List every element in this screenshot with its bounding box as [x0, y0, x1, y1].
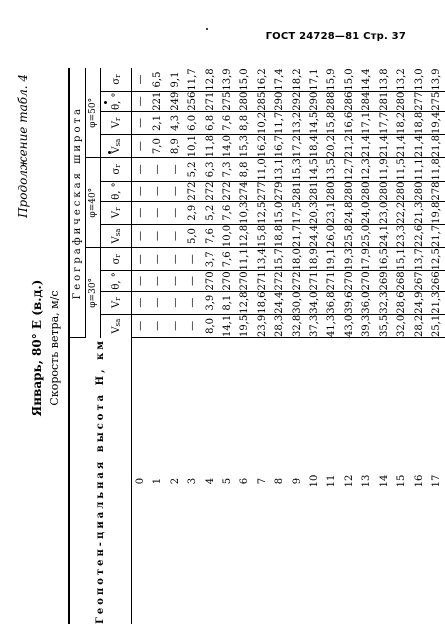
value-cell: 15,3 [236, 135, 253, 158]
value-cell: — [149, 314, 166, 337]
value-cell: 271 [202, 91, 219, 111]
value-cell: 21,4 [393, 135, 410, 158]
value-cell: — [132, 201, 150, 224]
value-cell: 32,8 [289, 314, 306, 337]
value-cell: — [184, 291, 201, 314]
value-cell: 21,4 [376, 135, 393, 158]
value-cell: 15,3 [289, 158, 306, 181]
column-header [101, 291, 132, 314]
value-cell: 5,2 [184, 158, 201, 181]
value-cell: 15,8 [254, 224, 271, 247]
value-cell: — [167, 314, 184, 337]
value-cell: 279 [271, 181, 288, 201]
value-cell: 18,2 [393, 111, 410, 134]
column-header [101, 68, 132, 91]
value-cell: 18,2 [289, 68, 306, 91]
value-cell: — [184, 271, 201, 291]
height-cell: 15 [396, 474, 408, 488]
value-cell: 21,3 [411, 201, 428, 224]
column-header [101, 248, 132, 271]
value-cell: 21,7 [428, 224, 445, 247]
value-cell: 17,1 [306, 68, 323, 91]
value-cell: 271 [323, 271, 340, 291]
value-cell: 15,0 [236, 68, 253, 91]
value-cell: 7,6 [219, 248, 236, 271]
value-cell: 10,2 [254, 111, 271, 134]
value-cell: 28,2 [411, 314, 428, 337]
value-cell: 25,1 [428, 314, 445, 337]
value-cell: — [132, 68, 150, 91]
height-column-header: Геопотен-циальная высота H, км [69, 338, 132, 624]
value-cell: 268 [393, 271, 410, 291]
value-cell: 3,7 [202, 248, 219, 271]
value-cell: — [149, 291, 166, 314]
value-cell: 13,0 [411, 68, 428, 91]
value-cell: — [132, 271, 150, 291]
value-cell: 290 [271, 91, 288, 111]
value-cell: 278 [428, 181, 445, 201]
value-cell: 284 [358, 91, 375, 111]
value-cell: — [132, 91, 150, 111]
value-cell: 32,3 [376, 291, 393, 314]
value-cell: 18,8 [271, 224, 288, 247]
value-cell: 290 [306, 91, 323, 111]
height-cell: 10 [309, 474, 321, 488]
value-cell: 277 [411, 91, 428, 111]
value-cell: 11,8 [428, 158, 445, 181]
value-cell: 8,0 [202, 314, 219, 337]
column-header-symbol: σ [110, 257, 122, 265]
value-cell: 13,8 [376, 68, 393, 91]
value-cell: 12,8 [236, 291, 253, 314]
column-header-symbol: V [110, 300, 122, 308]
value-cell: 28,6 [393, 291, 410, 314]
value-cell: 18,4 [306, 135, 323, 158]
value-cell: 275 [428, 91, 445, 111]
column-header [101, 135, 132, 158]
value-cell: — [132, 158, 150, 181]
value-cell: 14,5 [306, 111, 323, 134]
value-cell: — [149, 224, 166, 247]
value-cell: 13,2 [393, 68, 410, 91]
height-cell: 12 [343, 474, 355, 488]
value-cell: 271 [306, 271, 323, 291]
value-cell: — [149, 201, 166, 224]
value-cell: — [167, 201, 184, 224]
value-cell: 13,1 [271, 158, 288, 181]
table-title: Январь, 80° Е (в.д.) [30, 279, 44, 417]
value-cell: 21,7 [289, 224, 306, 247]
table-row [254, 68, 271, 624]
value-cell: 272 [289, 271, 306, 291]
value-cell: 286 [341, 91, 358, 111]
value-cell: — [167, 181, 184, 201]
value-cell: 2,9 [184, 201, 201, 224]
value-cell: 270 [236, 271, 253, 291]
column-header-symbol: V [110, 236, 122, 244]
column-header-symbol: V [110, 146, 122, 154]
value-cell: 15,7 [271, 248, 288, 271]
value-cell: 8,9 [167, 135, 184, 158]
height-cell: 4 [204, 477, 216, 485]
value-cell: 7,3 [219, 158, 236, 181]
value-cell: 275 [219, 91, 236, 111]
column-header-symbol: V [110, 210, 122, 219]
table-body [132, 68, 445, 624]
value-cell: 280 [236, 91, 253, 111]
value-cell: 21,8 [428, 135, 445, 158]
column-header [101, 91, 132, 111]
column-header-subscript: sa [113, 228, 122, 237]
value-cell: 280 [358, 181, 375, 201]
column-header-subscript: r [113, 117, 122, 121]
value-cell: 270 [358, 271, 375, 291]
wind-speed-table [68, 68, 445, 624]
value-cell: — [132, 248, 150, 271]
value-cell: 32,0 [393, 314, 410, 337]
value-cell: 272 [184, 181, 201, 201]
column-header-subscript: sa [113, 318, 122, 327]
table-row [219, 68, 236, 624]
value-cell: — [167, 271, 184, 291]
value-cell: 11,7 [184, 68, 201, 91]
value-cell: 6,8 [202, 111, 219, 134]
table-row [236, 68, 253, 624]
value-cell: 6,0 [184, 111, 201, 134]
value-cell: 11,0 [254, 158, 271, 181]
value-cell: 292 [289, 91, 306, 111]
column-header-subscript: r [113, 254, 122, 258]
table-row [341, 68, 358, 624]
value-cell: 8,8 [236, 158, 253, 181]
value-cell: 272 [271, 271, 288, 291]
column-header-subscript: sa [113, 138, 122, 147]
value-cell: 270 [202, 271, 219, 291]
value-cell: 4,3 [167, 111, 184, 134]
height-cell: 9 [291, 477, 303, 485]
value-cell: 3,9 [202, 291, 219, 314]
value-cell: 256 [184, 91, 201, 111]
latitude-header: φ=40° [86, 158, 101, 248]
height-cell: 5 [222, 477, 234, 485]
value-cell: 21,4 [411, 135, 428, 158]
value-cell: 267 [411, 271, 428, 291]
value-cell: 270 [341, 271, 358, 291]
table-subtitle: Скорость ветра, м/с [48, 290, 61, 406]
value-cell: 12,8 [202, 68, 219, 91]
value-cell: 12,5 [428, 248, 445, 271]
value-cell: 20,3 [306, 201, 323, 224]
value-cell: 13,9 [219, 68, 236, 91]
column-header-symbol: σ [110, 77, 122, 85]
value-cell: 14,4 [358, 68, 375, 91]
column-header-subscript: r [113, 207, 122, 211]
value-cell: 19,3 [341, 248, 358, 271]
value-cell: 39,3 [358, 314, 375, 337]
value-cell: 272 [202, 181, 219, 201]
value-cell: 21,3 [428, 291, 445, 314]
table-row [149, 68, 166, 624]
value-cell: 7,0 [149, 135, 166, 158]
value-cell: 23,9 [254, 314, 271, 337]
value-cell: 23,3 [393, 224, 410, 247]
value-cell: 24,4 [271, 291, 288, 314]
value-cell: 17,9 [358, 248, 375, 271]
column-header [101, 111, 132, 134]
value-cell: — [132, 224, 150, 247]
height-cell: 14 [378, 474, 390, 488]
value-cell: 23,1 [323, 201, 340, 224]
value-cell: — [149, 248, 166, 271]
value-cell: 35,5 [376, 314, 393, 337]
value-cell: 7,6 [219, 201, 236, 224]
value-cell: 11,7 [271, 111, 288, 134]
value-cell: 18,9 [306, 248, 323, 271]
value-cell: 8,1 [219, 291, 236, 314]
value-cell: 17,2 [289, 135, 306, 158]
value-cell: 24,9 [411, 291, 428, 314]
value-cell: 281 [306, 181, 323, 201]
height-cell: 6 [239, 477, 251, 485]
value-cell: 24,0 [358, 201, 375, 224]
value-cell: 24,8 [341, 201, 358, 224]
table-row [132, 68, 150, 624]
value-cell: 2,1 [149, 111, 166, 134]
value-cell: 11,5 [393, 158, 410, 181]
value-cell: 15,0 [271, 201, 288, 224]
value-cell: 21,4 [358, 135, 375, 158]
value-cell: 271 [254, 271, 271, 291]
column-header [101, 271, 132, 291]
table-row [271, 68, 288, 624]
column-header-symbol: σ [110, 167, 122, 175]
value-cell: 24,1 [376, 224, 393, 247]
value-cell: 19,5 [236, 314, 253, 337]
value-cell: 25,0 [358, 224, 375, 247]
table-row [411, 68, 428, 624]
value-cell: 22,6 [411, 224, 428, 247]
value-cell: 281 [289, 181, 306, 201]
gost-page-header: ГОСТ 24728—81 Стр. 37 [265, 31, 406, 42]
latitude-header: φ=50° [86, 68, 101, 157]
column-header-symbol: V [110, 326, 122, 334]
value-cell: 10,0 [219, 224, 236, 247]
column-header-symbol: V [110, 120, 122, 129]
table-row [358, 68, 375, 624]
table-row [202, 68, 219, 624]
value-cell: 6,3 [202, 158, 219, 181]
value-cell: 22,2 [393, 201, 410, 224]
value-cell: 39,6 [341, 291, 358, 314]
height-cell: 11 [326, 474, 338, 488]
value-cell: 19,1 [323, 248, 340, 271]
value-cell: 280 [323, 181, 340, 201]
value-cell: 16,5 [376, 248, 393, 271]
table-row [167, 68, 184, 624]
column-header [101, 224, 132, 247]
value-cell: 7,6 [202, 224, 219, 247]
value-cell: 9,1 [167, 68, 184, 91]
height-cell: 13 [361, 474, 373, 488]
value-cell: — [167, 224, 184, 247]
value-cell: 14,5 [306, 158, 323, 181]
latitude-group-header: Географическая широта [69, 68, 86, 337]
value-cell: 13,5 [323, 158, 340, 181]
column-header-symbol: θ, ° [110, 182, 122, 200]
value-cell: — [167, 158, 184, 181]
value-cell: 269 [376, 271, 393, 291]
height-cell: 17 [430, 474, 442, 488]
value-cell: 12,8 [236, 224, 253, 247]
value-cell: 17,7 [376, 111, 393, 134]
value-cell: 19,8 [428, 201, 445, 224]
value-cell: 280 [393, 91, 410, 111]
value-cell: 17,4 [271, 68, 288, 91]
value-cell: 13,9 [428, 68, 445, 91]
value-cell: 285 [254, 91, 271, 111]
column-header [101, 158, 132, 181]
value-cell: 280 [376, 181, 393, 201]
value-cell: 270 [219, 271, 236, 291]
value-cell: 16,2 [254, 135, 271, 158]
value-cell: 274 [236, 181, 253, 201]
value-cell: 221 [149, 91, 166, 111]
value-cell: 5,0 [184, 224, 201, 247]
value-cell: 272 [219, 181, 236, 201]
column-header [101, 201, 132, 224]
value-cell: 36,0 [358, 291, 375, 314]
rotated-table-frame [10, 68, 442, 628]
value-cell: 30,0 [289, 291, 306, 314]
value-cell: 25,8 [341, 224, 358, 247]
value-cell: 266 [428, 271, 445, 291]
value-cell: 280 [341, 181, 358, 201]
value-cell: 277 [254, 181, 271, 201]
value-cell: — [149, 158, 166, 181]
table-row [428, 68, 445, 624]
value-cell: 5,2 [202, 201, 219, 224]
value-cell: 288 [323, 91, 340, 111]
value-cell: — [167, 248, 184, 271]
table-row [376, 68, 393, 624]
latitude-header: φ=30° [86, 248, 101, 338]
value-cell: 18,8 [411, 111, 428, 134]
value-cell: — [132, 135, 150, 158]
value-cell: 12,3 [358, 158, 375, 181]
column-header-subscript: r [113, 74, 122, 78]
value-cell: 20,2 [323, 135, 340, 158]
value-cell: — [149, 181, 166, 201]
column-header-symbol: θ, ° [110, 272, 122, 290]
value-cell: 37,3 [306, 314, 323, 337]
value-cell: — [167, 291, 184, 314]
value-cell: 15,1 [393, 248, 410, 271]
value-cell: 13,2 [289, 111, 306, 134]
value-cell: 15,9 [323, 68, 340, 91]
value-cell: 26,0 [323, 224, 340, 247]
value-cell: — [132, 181, 150, 201]
height-cell: 2 [169, 477, 181, 485]
height-cell: 1 [152, 477, 164, 485]
table-row [393, 68, 410, 624]
table-row [306, 68, 323, 624]
value-cell: 11,9 [376, 158, 393, 181]
value-cell: 16,7 [271, 135, 288, 158]
column-header-symbol: θ, ° [110, 92, 122, 110]
value-cell: 14,1 [219, 314, 236, 337]
value-cell: 19,4 [428, 111, 445, 134]
value-cell: 36,8 [323, 291, 340, 314]
value-cell: 11,8 [202, 135, 219, 158]
column-header [101, 181, 132, 201]
value-cell: 11,1 [236, 248, 253, 271]
height-cell: 16 [413, 474, 425, 488]
value-cell: 34,0 [306, 291, 323, 314]
table-row [323, 68, 340, 624]
value-cell: 13,4 [254, 248, 271, 271]
value-cell: 10,1 [184, 135, 201, 158]
value-cell: 43,0 [341, 314, 358, 337]
value-cell: 15,8 [323, 111, 340, 134]
value-cell: 17,5 [289, 201, 306, 224]
value-cell: 16,6 [341, 111, 358, 134]
value-cell: 18,6 [254, 291, 271, 314]
value-cell: — [132, 291, 150, 314]
height-cell: 0 [135, 477, 146, 485]
table-row [289, 68, 306, 624]
height-cell: 8 [274, 477, 286, 485]
value-cell: 280 [411, 181, 428, 201]
value-cell: — [132, 314, 150, 337]
value-cell: 21,2 [341, 135, 358, 158]
table-row [184, 68, 201, 624]
value-cell: 249 [167, 91, 184, 111]
value-cell: — [132, 111, 150, 134]
column-header [101, 314, 132, 337]
value-cell: 8,8 [236, 111, 253, 134]
value-cell: 281 [376, 91, 393, 111]
value-cell: 10,3 [236, 201, 253, 224]
column-header-subscript: r [113, 164, 122, 168]
value-cell: 24,4 [306, 224, 323, 247]
value-cell: 15,0 [341, 68, 358, 91]
value-cell: 7,6 [219, 111, 236, 134]
column-header-subscript: r [113, 297, 122, 301]
height-cell: 7 [256, 477, 268, 485]
scan-speck [206, 28, 208, 30]
value-cell: 12,5 [254, 201, 271, 224]
continuation-label: Продолжение табл. 4 [16, 74, 30, 218]
value-cell: 28,3 [271, 314, 288, 337]
value-cell: — [184, 314, 201, 337]
value-cell: 6,5 [149, 68, 166, 91]
value-cell: 13,7 [411, 248, 428, 271]
value-cell: 17,1 [358, 111, 375, 134]
value-cell: 18,0 [289, 248, 306, 271]
value-cell: 23,0 [376, 201, 393, 224]
value-cell: 11,1 [411, 158, 428, 181]
value-cell: 280 [393, 181, 410, 201]
value-cell: 16,2 [254, 68, 271, 91]
value-cell: — [184, 248, 201, 271]
value-cell: 41,3 [323, 314, 340, 337]
height-cell: 3 [187, 477, 199, 485]
value-cell: 12,7 [341, 158, 358, 181]
value-cell: — [149, 271, 166, 291]
value-cell: 14,0 [219, 135, 236, 158]
